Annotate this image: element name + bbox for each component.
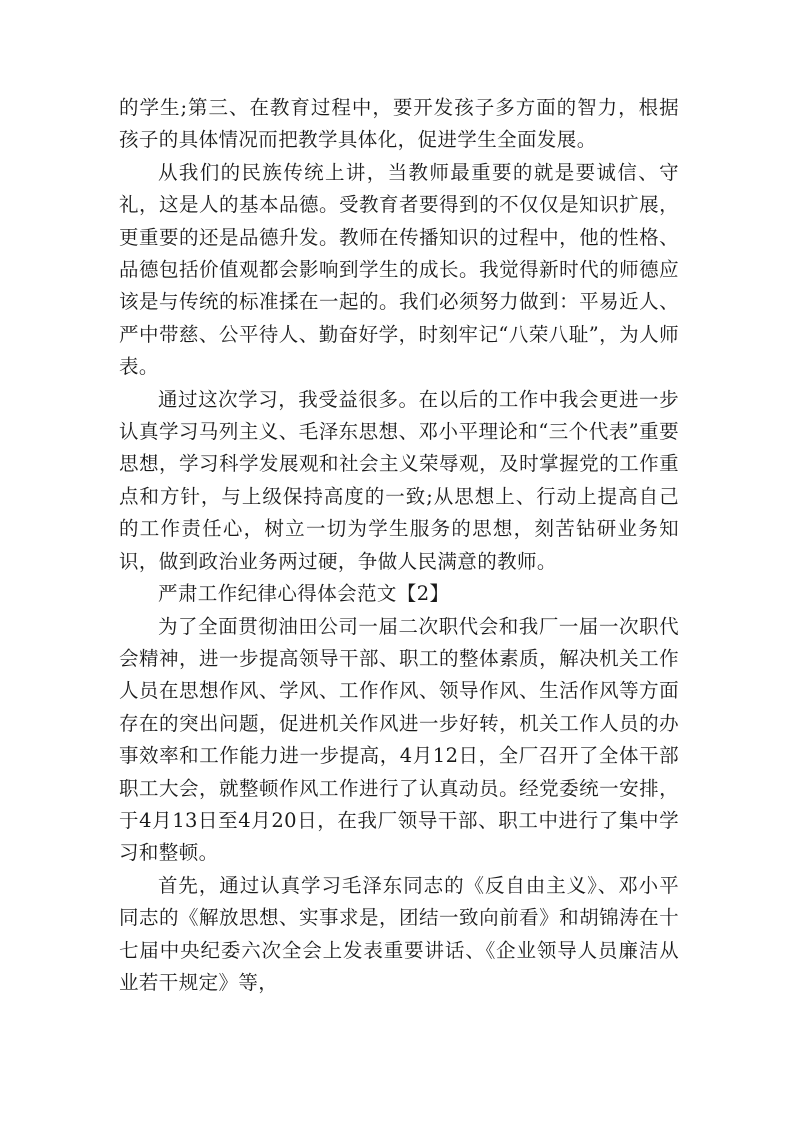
section-heading: 严肃工作纪律心得体会范文【2】: [158, 582, 450, 606]
paragraph-study-gains: 通过这次学习，我受益很多。在以后的工作中我会更进一步认真学习马列主义、毛泽东思想、邓小平理论和“三个代表”重要思想，学习科学发展观和社会主义荣辱观，及时掌握党的工作重点和方针，与上级保持高度的一致;从思想上、行动上提高自己的工作责任心，树立一切为学生服务的思想，刻苦钻研业务知识，做到政治业务两过硬，争做人民满意的教师。: [119, 387, 679, 573]
document-body: [119, 92, 679, 999]
paragraph-teacher-ethics: 从我们的民族传统上讲，当教师最重要的就是要诚信、守礼，这是人的基本品德。受教育者要得到的不仅仅是知识扩展，更重要的还是品德升发。教师在传播知识的过程中，他的性格、品德包括价值观都会影响到学生的成长。我觉得新时代的师德应该是与传统的标准揉在一起的。我们必须努力做到：平易近人、严中带慈、公平待人、勤奋好学，时刻牢记“八荣八耻”，为人师表。: [119, 160, 679, 379]
paragraph-work-style: 为了全面贯彻油田公司一届二次职代会和我厂一届一次职代会精神，进一步提高领导干部、职工的整体素质，解决机关工作人员在思想作风、学风、工作作风、领导作风、生活作风等方面存在的突出问题，促进机关作风进一步好转，机关工作人员的办事效率和工作能力进一步提高，4月12日，全厂召开了全体干部职工大会，就整顿作风工作进行了认真动员。经党委统一安排，于4月13日至4月20日，在我厂领导干部、职工中进行了集中学习和整顿。: [119, 614, 679, 865]
paragraph-first-study: 首先，通过认真学习毛泽东同志的《反自由主义》、邓小平同志的《解放思想、实事求是，团结一致向前看》和胡锦涛在十七届中央纪委六次全会上发表重要讲话、《企业领导人员廉洁从业若干规定》等，: [119, 873, 679, 994]
paragraph-continuation: 的学生;第三、在教育过程中，要开发孩子多方面的智力，根据孩子的具体情况而把教学具体化，促进学生全面发展。: [119, 96, 679, 152]
